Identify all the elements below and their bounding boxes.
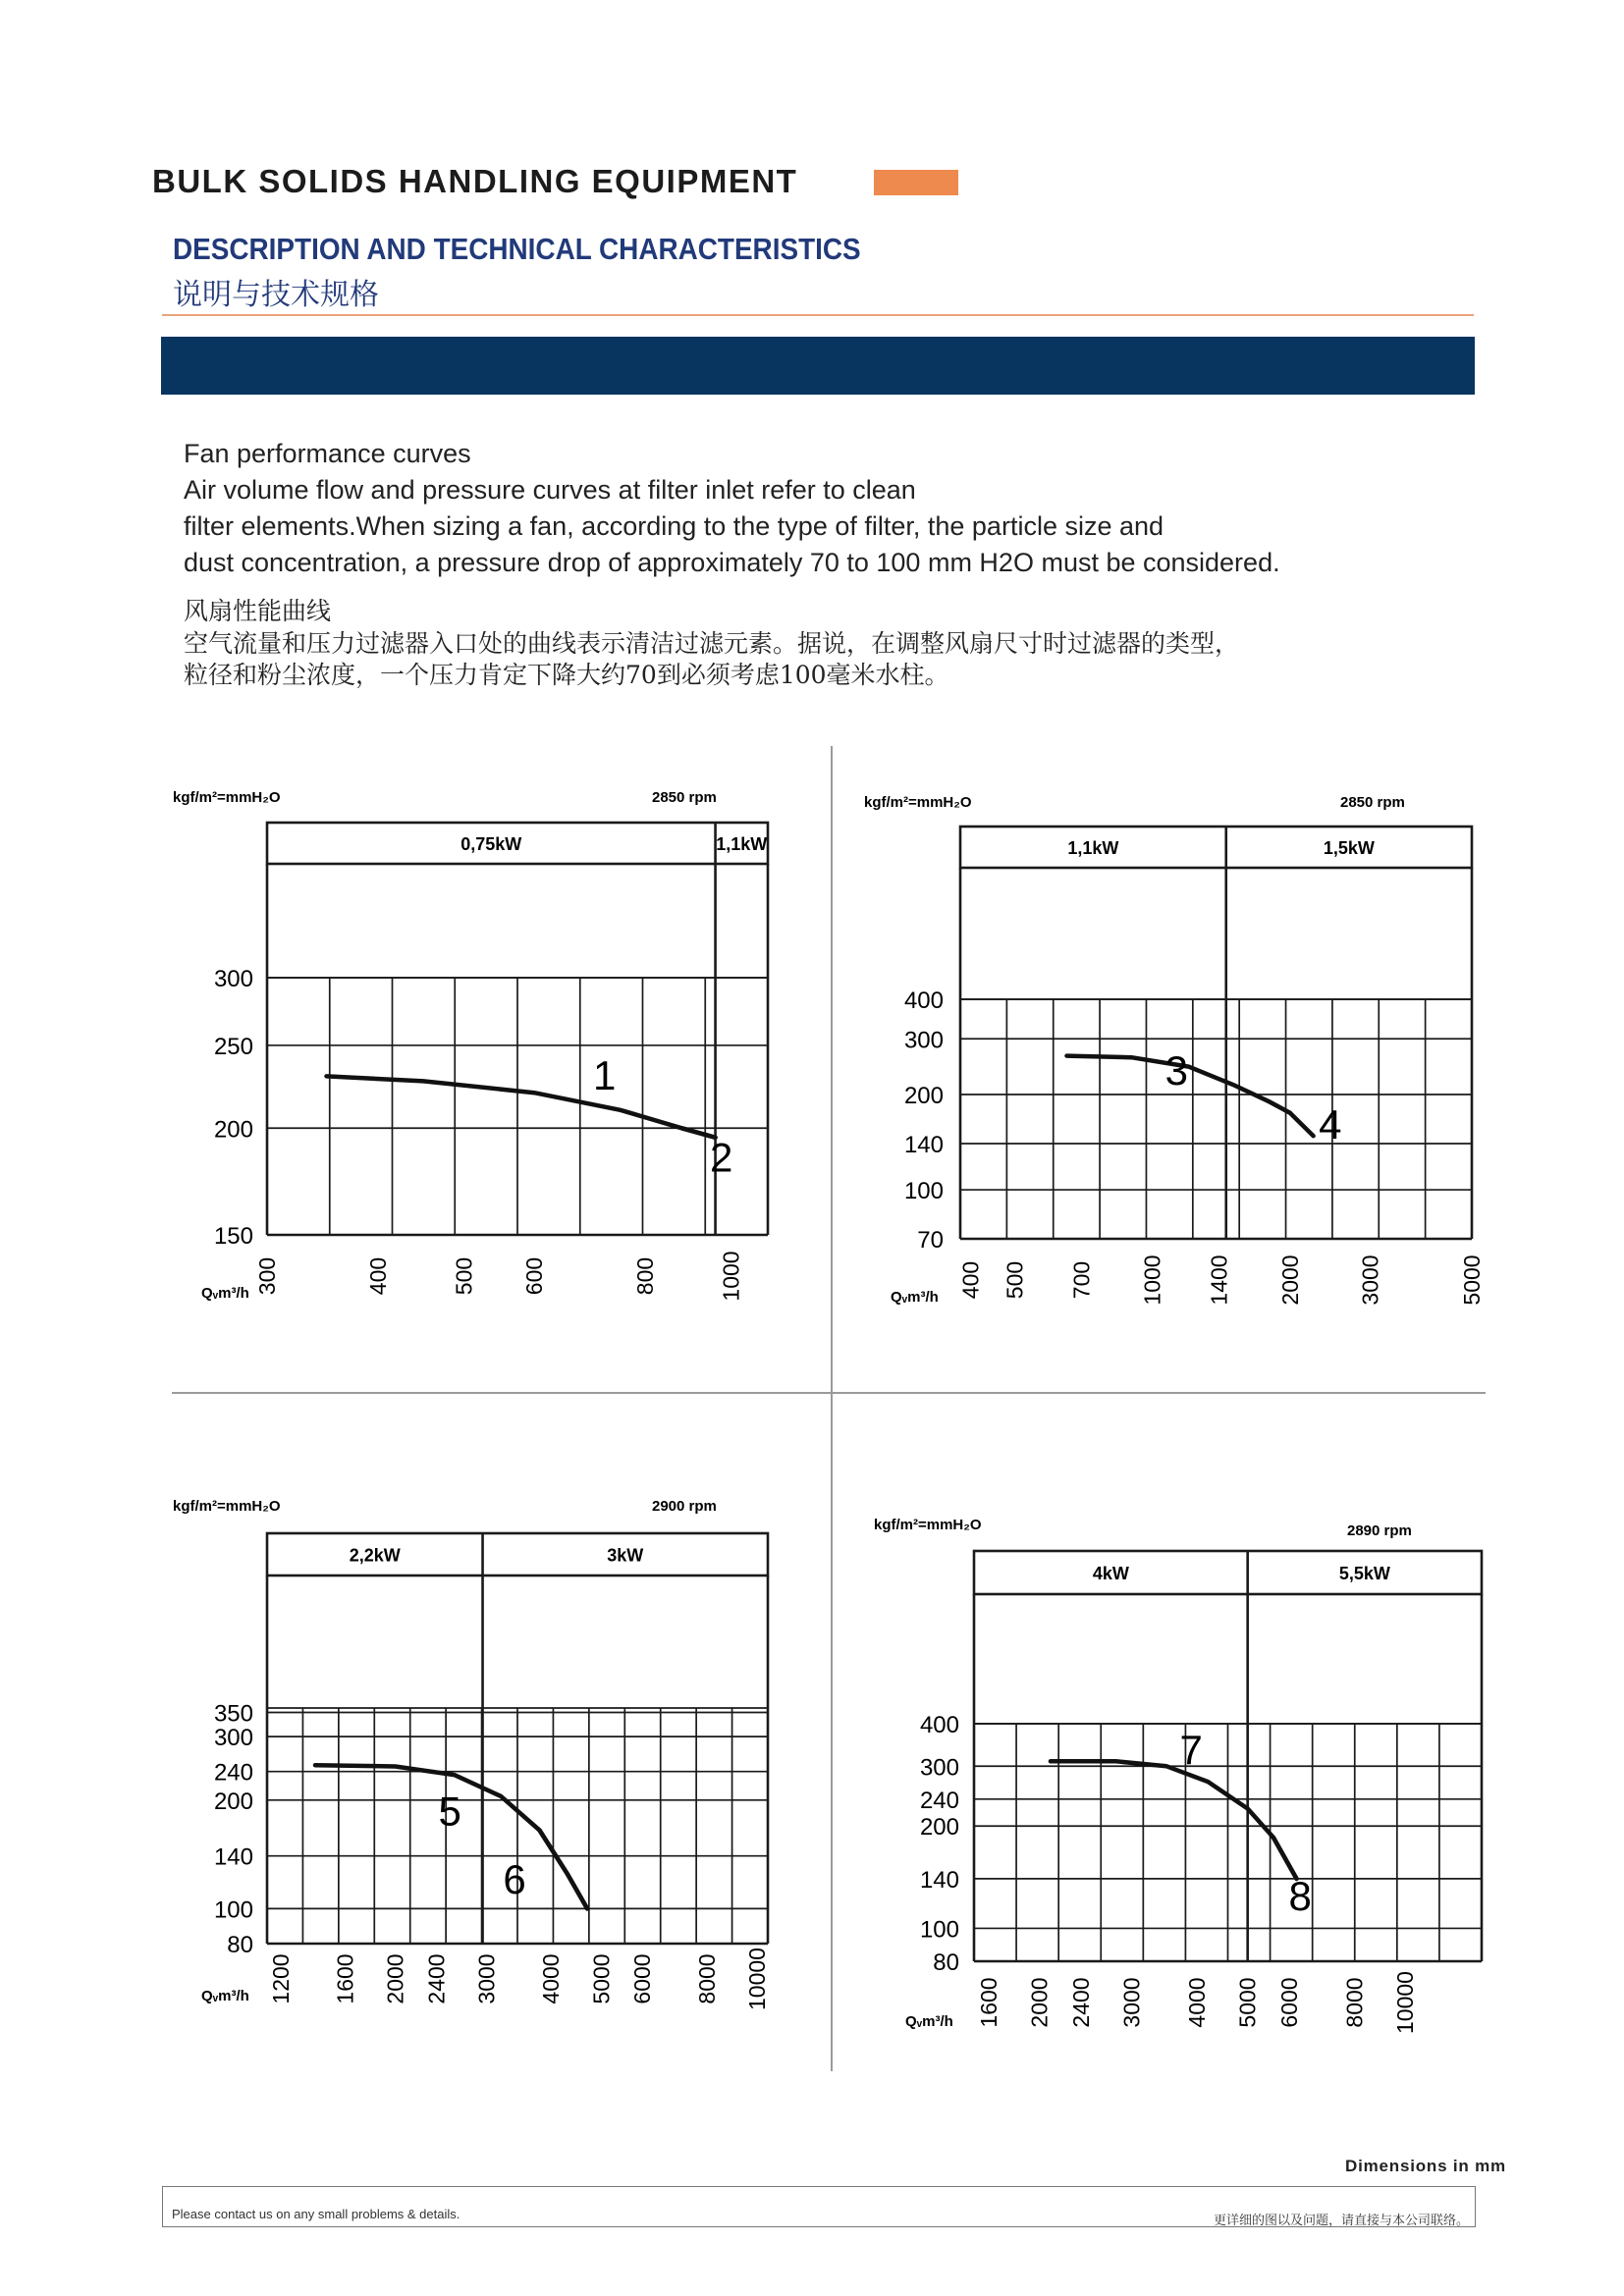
curve-number-label: 8	[1288, 1873, 1312, 1920]
x-axis-label: Qᵥm³/h	[905, 2013, 953, 2030]
power-band-label: 1,1kW	[716, 834, 768, 854]
y-tick-label: 80	[227, 1932, 253, 1958]
x-tick-label: 400	[957, 1260, 984, 1300]
x-axis-label: Qᵥm³/h	[891, 1289, 939, 1306]
curve-number-label: 7	[1179, 1726, 1203, 1773]
power-band-label: 2,2kW	[349, 1545, 401, 1566]
curve-number-label: 2	[709, 1134, 733, 1181]
x-tick-label: 2400	[1067, 1977, 1094, 2028]
x-tick-label: 5000	[588, 1953, 615, 2004]
curve-number-label: 4	[1319, 1101, 1342, 1148]
y-tick-label: 400	[919, 1712, 959, 1738]
x-axis-label: Qᵥm³/h	[201, 1285, 249, 1302]
rpm-label: 2890 rpm	[1347, 1522, 1412, 1539]
curve-number-label: 6	[503, 1856, 526, 1903]
x-tick-label: 2400	[423, 1953, 450, 2004]
curve-number-label: 1	[592, 1051, 617, 1098]
y-axis-label: kgf/m²=mmH₂O	[173, 1498, 281, 1515]
y-tick-label: 250	[213, 1033, 253, 1060]
power-band-label: 5,5kW	[1338, 1564, 1390, 1583]
x-tick-label: 1200	[267, 1953, 294, 2004]
y-tick-label: 100	[919, 1916, 959, 1944]
intro-cn-line-1: 风扇性能曲线	[184, 597, 332, 625]
x-tick-label: 2000	[1276, 1255, 1303, 1306]
curve-number-label: 5	[438, 1788, 461, 1835]
footer-contact-en: Please contact us on any small problems & details.	[172, 2207, 460, 2221]
section-title-cn: 说明与技术规格	[173, 278, 379, 312]
power-band-label: 0,75kW	[460, 834, 522, 854]
x-tick-label: 1600	[975, 1977, 1001, 2028]
x-tick-label: 10000	[743, 1948, 770, 2010]
y-tick-label: 70	[917, 1227, 944, 1254]
x-tick-label: 400	[364, 1256, 391, 1296]
x-tick-label: 4000	[1184, 1977, 1211, 2028]
x-tick-label: 700	[1068, 1260, 1095, 1300]
x-tick-label: 600	[521, 1256, 548, 1296]
power-band-label: 3kW	[607, 1545, 644, 1566]
x-tick-label: 3000	[1118, 1977, 1145, 2028]
x-tick-label: 5000	[1459, 1255, 1485, 1306]
dimensions-note: Dimensions in mm	[1345, 2157, 1506, 2175]
y-tick-label: 300	[213, 1725, 253, 1752]
x-tick-label: 800	[631, 1256, 658, 1296]
y-axis-label: kgf/m²=mmH₂O	[173, 789, 281, 806]
x-tick-label: 6000	[1275, 1977, 1302, 2028]
x-tick-label: 8000	[1341, 1977, 1368, 2028]
y-tick-label: 350	[213, 1700, 253, 1728]
power-band-label: 1,1kW	[1067, 838, 1119, 858]
brand-title: BULK SOLIDS HANDLING EQUIPMENT	[152, 163, 798, 199]
section-title: DESCRIPTION AND TECHNICAL CHARACTERISTICS	[173, 232, 861, 266]
power-band-label: 4kW	[1092, 1564, 1129, 1583]
intro-line-3: filter elements.When sizing a fan, according to the type of filter, the particle size and	[184, 511, 1164, 541]
x-tick-label: 500	[451, 1256, 477, 1296]
x-tick-label: 1600	[332, 1953, 358, 2004]
x-tick-label: 300	[254, 1256, 280, 1296]
y-tick-label: 240	[919, 1787, 959, 1814]
rpm-label: 2900 rpm	[652, 1498, 717, 1515]
y-tick-label: 300	[919, 1754, 959, 1782]
power-band-label: 1,5kW	[1323, 838, 1375, 858]
intro-line-1: Fan performance curves	[184, 439, 471, 468]
y-tick-label: 300	[213, 966, 253, 992]
x-tick-label: 1000	[718, 1251, 744, 1302]
y-tick-label: 300	[903, 1027, 944, 1054]
y-tick-label: 80	[933, 1949, 959, 1976]
y-tick-label: 150	[213, 1223, 253, 1250]
x-tick-label: 1400	[1206, 1255, 1232, 1306]
footer-contact-cn: 更详细的图以及问题，请直接与本公司联络。	[1214, 2214, 1470, 2228]
intro-line-4: dust concentration, a pressure drop of approximately 70 to 100 mm H2O must be considered.	[184, 548, 1280, 577]
x-tick-label: 2000	[1026, 1977, 1053, 2028]
x-tick-label: 8000	[693, 1953, 720, 2004]
y-tick-label: 200	[213, 1788, 253, 1815]
x-tick-label: 3000	[473, 1953, 500, 2004]
rpm-label: 2850 rpm	[652, 789, 717, 806]
y-tick-label: 400	[903, 988, 944, 1014]
y-tick-label: 140	[213, 1843, 253, 1871]
intro-cn-line-2: 空气流量和压力过滤器入口处的曲线表示清洁过滤元素。据说，在调整风扇尺寸时过滤器的类型，	[184, 629, 1240, 658]
curve-number-label: 3	[1164, 1046, 1189, 1094]
y-axis-label: kgf/m²=mmH₂O	[864, 794, 972, 811]
rpm-label: 2850 rpm	[1340, 794, 1405, 811]
y-tick-label: 240	[213, 1759, 253, 1787]
y-tick-label: 140	[919, 1866, 959, 1894]
y-tick-label: 200	[213, 1116, 253, 1144]
x-tick-label: 4000	[538, 1953, 565, 2004]
x-tick-label: 3000	[1357, 1255, 1383, 1306]
x-tick-label: 5000	[1234, 1977, 1261, 2028]
y-tick-label: 100	[903, 1178, 944, 1205]
x-tick-label: 6000	[628, 1953, 655, 2004]
x-tick-label: 10000	[1392, 1971, 1419, 2034]
x-tick-label: 1000	[1139, 1255, 1165, 1306]
performance-curve-7	[1051, 1761, 1297, 1879]
intro-line-2: Air volume flow and pressure curves at filter inlet refer to clean	[184, 475, 916, 505]
intro-cn-line-3: 粒径和粉尘浓度，一个压力肯定下降大约70到必须考虑100毫米水柱。	[184, 661, 949, 689]
x-tick-label: 500	[1001, 1260, 1028, 1300]
y-tick-label: 200	[903, 1083, 944, 1110]
y-tick-label: 140	[903, 1131, 944, 1158]
y-tick-label: 100	[213, 1896, 253, 1924]
power-band-frame	[974, 1551, 1482, 1594]
x-tick-label: 2000	[382, 1953, 408, 2004]
x-axis-label: Qᵥm³/h	[201, 1988, 249, 2004]
y-tick-label: 200	[919, 1814, 959, 1842]
y-axis-label: kgf/m²=mmH₂O	[874, 1517, 982, 1533]
